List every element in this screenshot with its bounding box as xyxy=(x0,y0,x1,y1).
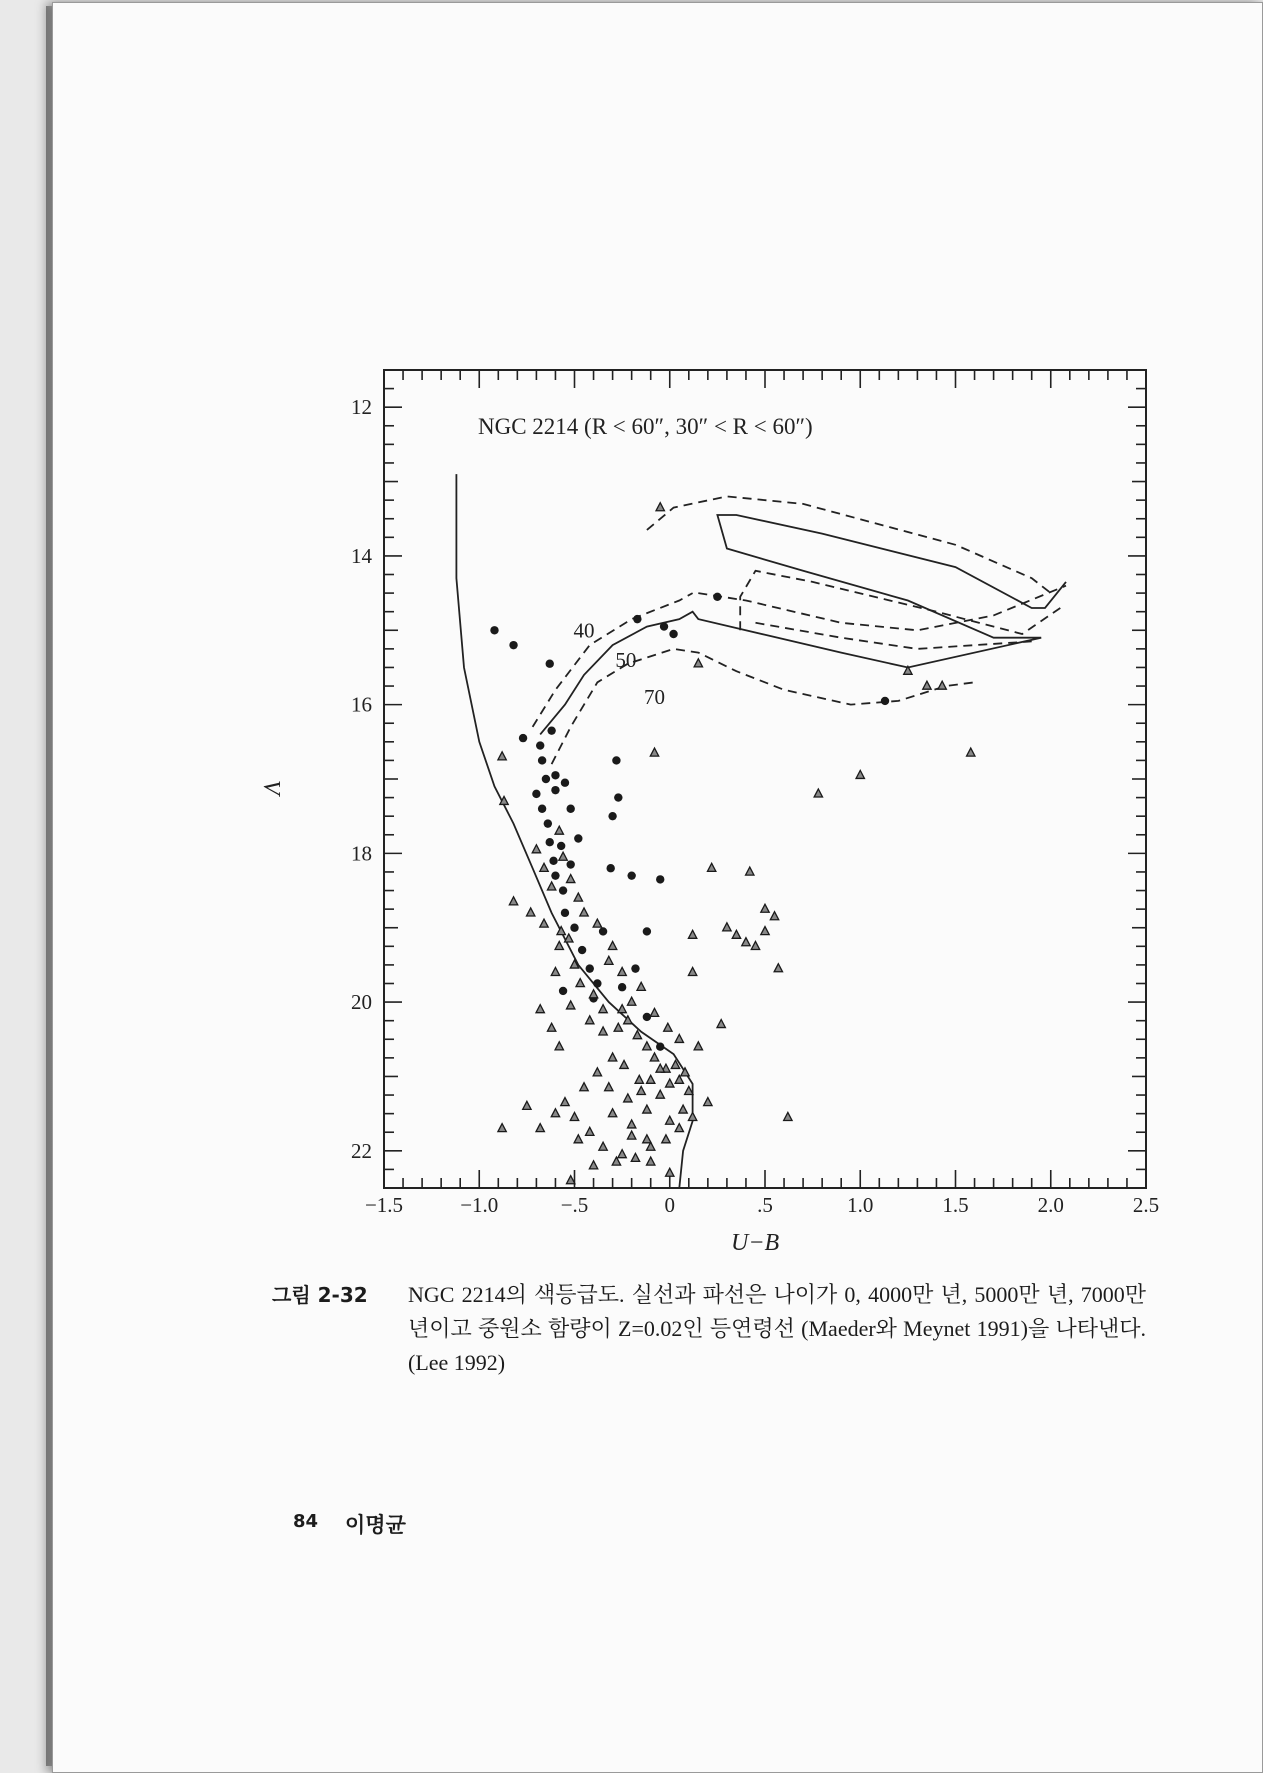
triangle-point xyxy=(559,852,567,860)
triangle-point xyxy=(589,1161,597,1169)
isochrone-line xyxy=(533,593,693,727)
circle-point xyxy=(593,979,601,987)
circle-point xyxy=(490,626,498,634)
circle-point xyxy=(614,793,622,801)
triangle-point xyxy=(599,1005,607,1013)
triangle-point xyxy=(555,1042,563,1050)
triangle-point xyxy=(643,1105,651,1113)
triangle-point xyxy=(574,893,582,901)
triangle-point xyxy=(681,1068,689,1076)
triangle-point xyxy=(526,908,534,916)
circle-point xyxy=(551,771,559,779)
circle-point xyxy=(547,726,555,734)
triangle-point xyxy=(580,908,588,916)
circle-point xyxy=(669,630,677,638)
triangle-point xyxy=(675,1124,683,1132)
circle-point xyxy=(881,697,889,705)
axis-ticks xyxy=(384,370,1146,1188)
triangle-point xyxy=(967,748,975,756)
triangle-point xyxy=(580,1083,588,1091)
triangle-point xyxy=(561,1098,569,1106)
circle-point xyxy=(546,660,554,668)
triangle-point xyxy=(618,1150,626,1158)
plot-title: NGC 2214 (R < 60″, 30″ < R < 60″) xyxy=(478,414,813,439)
triangle-point xyxy=(498,752,506,760)
circle-point xyxy=(551,786,559,794)
triangle-point xyxy=(547,1023,555,1031)
circle-point xyxy=(532,790,540,798)
triangle-point xyxy=(536,1005,544,1013)
triangle-point xyxy=(770,912,778,920)
circle-point xyxy=(546,838,554,846)
triangle-point xyxy=(761,904,769,912)
circle-point xyxy=(713,593,721,601)
triangle-point xyxy=(547,882,555,890)
isochrone-line xyxy=(740,571,1060,634)
triangle-point xyxy=(551,967,559,975)
x-tick-label: .5 xyxy=(757,1193,773,1217)
triangle-point xyxy=(704,1098,712,1106)
circle-point xyxy=(599,927,607,935)
triangle-point xyxy=(627,997,635,1005)
triangle-point xyxy=(618,1005,626,1013)
triangle-point xyxy=(605,956,613,964)
isochrone-age-label: 40 xyxy=(573,618,595,643)
triangle-point xyxy=(662,1135,670,1143)
circle-point xyxy=(627,871,635,879)
circle-point xyxy=(538,805,546,813)
circle-point xyxy=(586,964,594,972)
circle-point xyxy=(574,834,582,842)
isochrone-labels xyxy=(574,618,665,709)
x-tick-label: 2.5 xyxy=(1132,1193,1160,1217)
circle-point xyxy=(656,875,664,883)
circle-point xyxy=(542,775,550,783)
isochrone-age-label: 50 xyxy=(615,648,637,673)
circle-point xyxy=(566,860,574,868)
y-axis-title: V xyxy=(258,780,284,795)
triangle-point xyxy=(599,1142,607,1150)
triangle-point xyxy=(707,863,715,871)
triangle-point xyxy=(637,1086,645,1094)
x-tick-label: 1.0 xyxy=(847,1193,874,1217)
triangle-point xyxy=(593,1068,601,1076)
circle-point xyxy=(631,964,639,972)
x-tick-label: 0 xyxy=(664,1193,675,1217)
triangle-point xyxy=(555,941,563,949)
circle-point xyxy=(618,983,626,991)
x-tick-labels xyxy=(365,1193,1159,1217)
triangle-point xyxy=(643,1135,651,1143)
triangle-point xyxy=(650,1008,658,1016)
circle-point xyxy=(557,842,565,850)
triangle-point xyxy=(620,1060,628,1068)
triangle-point xyxy=(635,1075,643,1083)
circle-point xyxy=(538,756,546,764)
triangle-point xyxy=(605,1083,613,1091)
triangle-point xyxy=(666,1079,674,1087)
triangle-point xyxy=(631,1153,639,1161)
circle-point xyxy=(509,641,517,649)
circle-point xyxy=(559,987,567,995)
circle-point xyxy=(519,734,527,742)
triangle-point xyxy=(774,964,782,972)
x-tick-label: 1.5 xyxy=(942,1193,969,1217)
triangle-point xyxy=(540,863,548,871)
triangle-point xyxy=(664,1023,672,1031)
isochrone-line xyxy=(456,474,692,1188)
triangle-point xyxy=(586,1016,594,1024)
y-tick-label: 20 xyxy=(351,990,372,1015)
triangle-point xyxy=(742,938,750,946)
triangle-point xyxy=(938,681,946,689)
triangle-point xyxy=(551,1109,559,1117)
triangle-point xyxy=(566,1176,574,1184)
triangle-point xyxy=(679,1105,687,1113)
circle-point xyxy=(559,886,567,894)
triangle-point xyxy=(784,1112,792,1120)
circle-point xyxy=(536,741,544,749)
circle-point xyxy=(549,857,557,865)
x-tick-label: −1.0 xyxy=(460,1193,499,1217)
triangle-point xyxy=(555,826,563,834)
triangle-point xyxy=(723,923,731,931)
y-tick-label: 22 xyxy=(351,1138,372,1163)
triangle-point xyxy=(717,1020,725,1028)
triangle-point xyxy=(532,845,540,853)
triangle-point xyxy=(647,1075,655,1083)
triangle-point xyxy=(814,789,822,797)
triangle-point xyxy=(570,1112,578,1120)
triangle-point xyxy=(627,1120,635,1128)
triangle-point xyxy=(509,897,517,905)
page-number: 84 xyxy=(293,1511,319,1532)
running-footer-author: 이명균 xyxy=(345,1513,406,1537)
triangle-point xyxy=(666,1168,674,1176)
circle-point xyxy=(561,779,569,787)
plot-frame xyxy=(384,370,1146,1188)
triangle-point xyxy=(586,1127,594,1135)
isochrone-age-label: 70 xyxy=(644,685,666,710)
circle-point xyxy=(561,909,569,917)
triangle-point xyxy=(666,1116,674,1124)
triangle-point xyxy=(761,927,769,935)
circle-point xyxy=(566,805,574,813)
triangle-point xyxy=(627,1131,635,1139)
triangle-point xyxy=(643,1042,651,1050)
triangle-point xyxy=(593,919,601,927)
triangle-point xyxy=(614,1023,622,1031)
triangle-point xyxy=(608,1053,616,1061)
x-axis-title: U−B xyxy=(731,1230,780,1256)
triangle-point xyxy=(656,503,664,511)
triangle-point xyxy=(656,1090,664,1098)
triangle-point xyxy=(732,930,740,938)
circle-point xyxy=(606,864,614,872)
triangle-point xyxy=(566,874,574,882)
triangle-point xyxy=(624,1094,632,1102)
triangle-point xyxy=(675,1034,683,1042)
triangle-point xyxy=(647,1157,655,1165)
x-tick-label: −.5 xyxy=(560,1193,589,1217)
triangle-point xyxy=(574,1135,582,1143)
isochrone-line xyxy=(647,496,1051,593)
circle-point xyxy=(570,924,578,932)
triangle-point xyxy=(637,982,645,990)
x-tick-label: 2.0 xyxy=(1037,1193,1064,1217)
caption-label: 그림 2-32 xyxy=(272,1283,368,1307)
triangle-point xyxy=(566,1001,574,1009)
triangle-point xyxy=(694,1042,702,1050)
y-tick-labels xyxy=(351,395,373,1163)
triangle-point xyxy=(688,967,696,975)
triangle-point xyxy=(536,1124,544,1132)
data-points xyxy=(490,503,975,1184)
triangle-point xyxy=(589,990,597,998)
circle-point xyxy=(612,756,620,764)
caption-text: NGC 2214의 색등급도. 실선과 파선은 나이가 0, 4000만 년, 5000만 년, 7000만 년이고 중원소 함량이 Z=0.02인 등연령선 (Maeder와 Meynet 1991)을 나타낸다. (Lee 1992) xyxy=(408,1282,1146,1375)
triangle-point xyxy=(576,979,584,987)
triangle-point xyxy=(498,1124,506,1132)
circle-point xyxy=(643,927,651,935)
triangle-point xyxy=(688,930,696,938)
triangle-point xyxy=(608,941,616,949)
triangle-point xyxy=(650,1053,658,1061)
y-tick-label: 16 xyxy=(351,692,372,717)
circle-point xyxy=(656,1043,664,1051)
circle-point xyxy=(608,812,616,820)
y-tick-label: 18 xyxy=(351,841,372,866)
circle-point xyxy=(544,819,552,827)
triangle-point xyxy=(540,919,548,927)
triangle-point xyxy=(923,681,931,689)
triangle-point xyxy=(618,967,626,975)
triangle-point xyxy=(751,941,759,949)
circle-point xyxy=(633,615,641,623)
triangle-point xyxy=(650,748,658,756)
isochrone-lines xyxy=(456,474,1066,1188)
triangle-point xyxy=(746,867,754,875)
triangle-point xyxy=(688,1112,696,1120)
circle-point xyxy=(660,622,668,630)
triangle-point xyxy=(694,659,702,667)
y-tick-label: 14 xyxy=(351,543,372,568)
triangle-point xyxy=(608,1109,616,1117)
triangle-point xyxy=(523,1101,531,1109)
x-tick-label: −1.5 xyxy=(364,1193,404,1217)
triangle-point xyxy=(599,1027,607,1035)
circle-point xyxy=(578,946,586,954)
circle-point xyxy=(551,871,559,879)
y-tick-label: 12 xyxy=(351,395,372,420)
plot-area-frame xyxy=(384,370,1146,1188)
triangle-point xyxy=(856,770,864,778)
